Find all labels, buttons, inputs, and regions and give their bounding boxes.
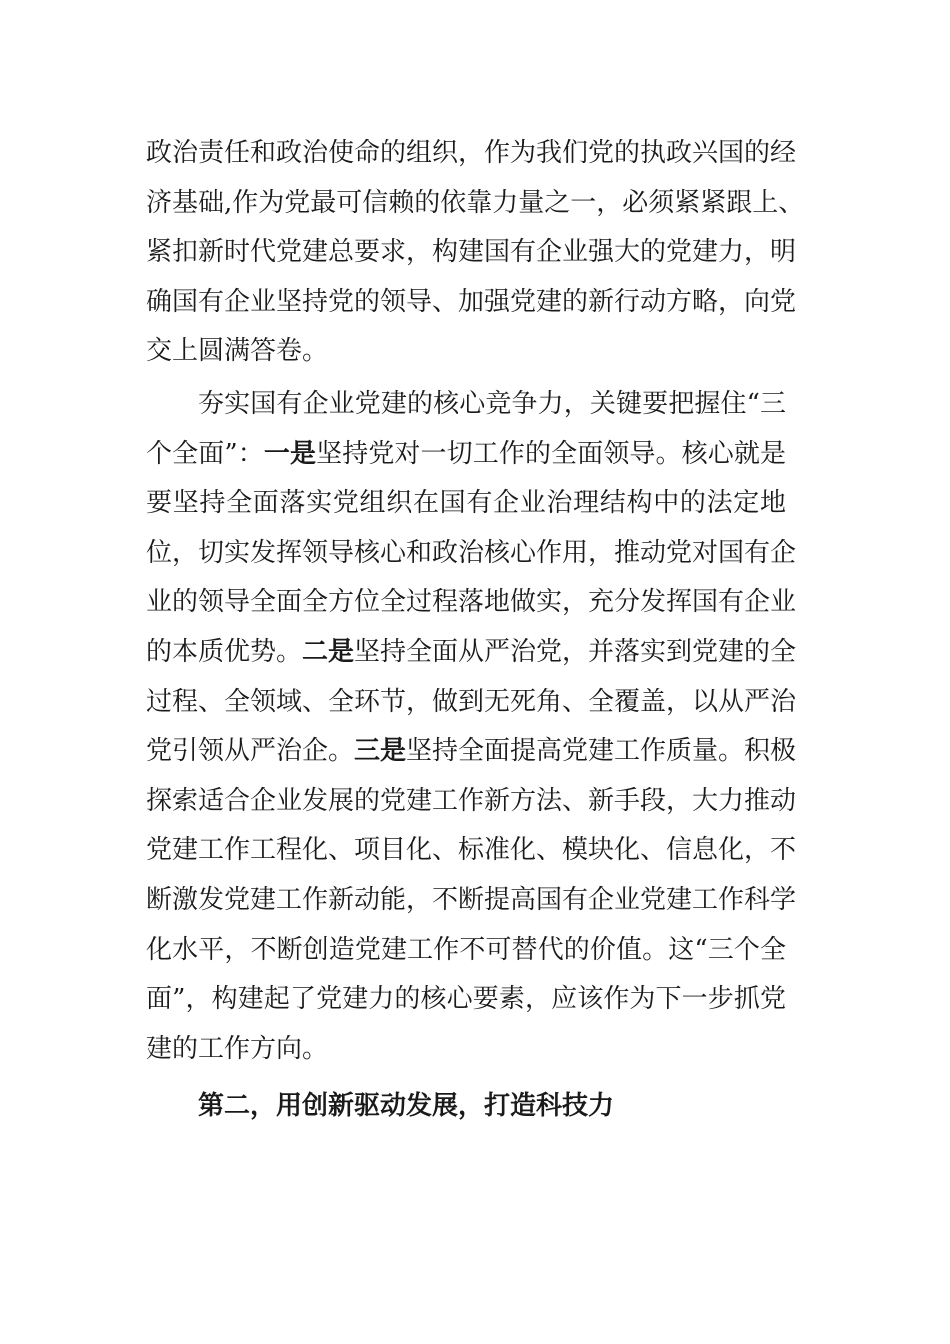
paragraph-1-line-4: 确国有企业坚持党的领导、加强党建的新行动方略，向党 — [146, 286, 797, 317]
paragraph-2 — [146, 380, 797, 1074]
paragraph-2-line-8 — [146, 727, 797, 777]
paragraph-1-line-5: 交上圆满答卷。 — [146, 336, 329, 367]
point-three-label: 三是 — [354, 736, 407, 767]
paragraph-2-line-1: 夯实国有企业党建的核心竞争力，关键要把握住“三 — [198, 389, 786, 419]
paragraph-1 — [146, 129, 805, 377]
paragraph-1-line-1: 政治责任和政治使命的组织，作为我们党的执政兴国的经 — [146, 138, 797, 168]
paragraph-2-line-10: 党建工作工程化、项目化、标准化、模块化、信息化，不 — [146, 835, 797, 866]
paragraph-2-line-2-a: 个全面”： — [146, 438, 264, 469]
paragraph-2-line-2 — [146, 430, 786, 480]
paragraph-2-line-9: 探索适合企业发展的党建工作新方法、新手段，大力推动 — [146, 785, 797, 816]
point-two-label: 二是 — [302, 636, 355, 667]
paragraph-2-line-8-b: 坚持全面提高党建工作质量。积极 — [406, 736, 797, 767]
section-heading-block — [146, 1082, 786, 1132]
paragraph-2-line-3: 要坚持全面落实党组织在国有企业治理结构中的法定地 — [146, 488, 786, 519]
paragraph-2-line-6-a: 的本质优势。 — [146, 636, 303, 667]
paragraph-2-line-14: 建的工作方向。 — [146, 1033, 329, 1064]
paragraph-2-line-4: 位，切实发挥领导核心和政治核心作用，推动党对国有企 — [146, 537, 797, 568]
paragraph-2-line-12: 化水平，不断创造党建工作不可替代的价值。这“三个全 — [146, 934, 786, 965]
paragraph-2-line-7: 过程、全领域、全环节，做到无死角、全覆盖，以从严治 — [146, 686, 797, 717]
paragraph-1-line-3: 紧扣新时代党建总要求，构建国有企业强大的党建力，明 — [146, 237, 797, 268]
point-one-label: 一是 — [263, 438, 317, 469]
section-heading: 第二，用创新驱动发展，打造科技力 — [198, 1091, 615, 1121]
paragraph-2-line-13: 面”，构建起了党建力的核心要素，应该作为下一步抓党 — [146, 984, 786, 1015]
paragraph-2-line-8-a: 党引领从严治企。 — [146, 736, 355, 767]
paragraph-1-line-2: 济基础,作为党最可信赖的依靠力量之一，必须紧紧跟上、 — [146, 187, 805, 218]
paragraph-2-line-5: 业的领导全面全方位全过程落地做实，充分发挥国有企业 — [146, 587, 797, 618]
paragraph-2-line-6-b: 坚持全面从严治党，并落实到党建的全 — [354, 636, 797, 667]
paragraph-2-line-6 — [146, 628, 797, 678]
paragraph-2-line-2-b: 坚持党对一切工作的全面领导。核心就是 — [316, 438, 786, 469]
paragraph-2-line-11: 断激发党建工作新动能，不断提高国有企业党建工作科学 — [146, 884, 797, 915]
